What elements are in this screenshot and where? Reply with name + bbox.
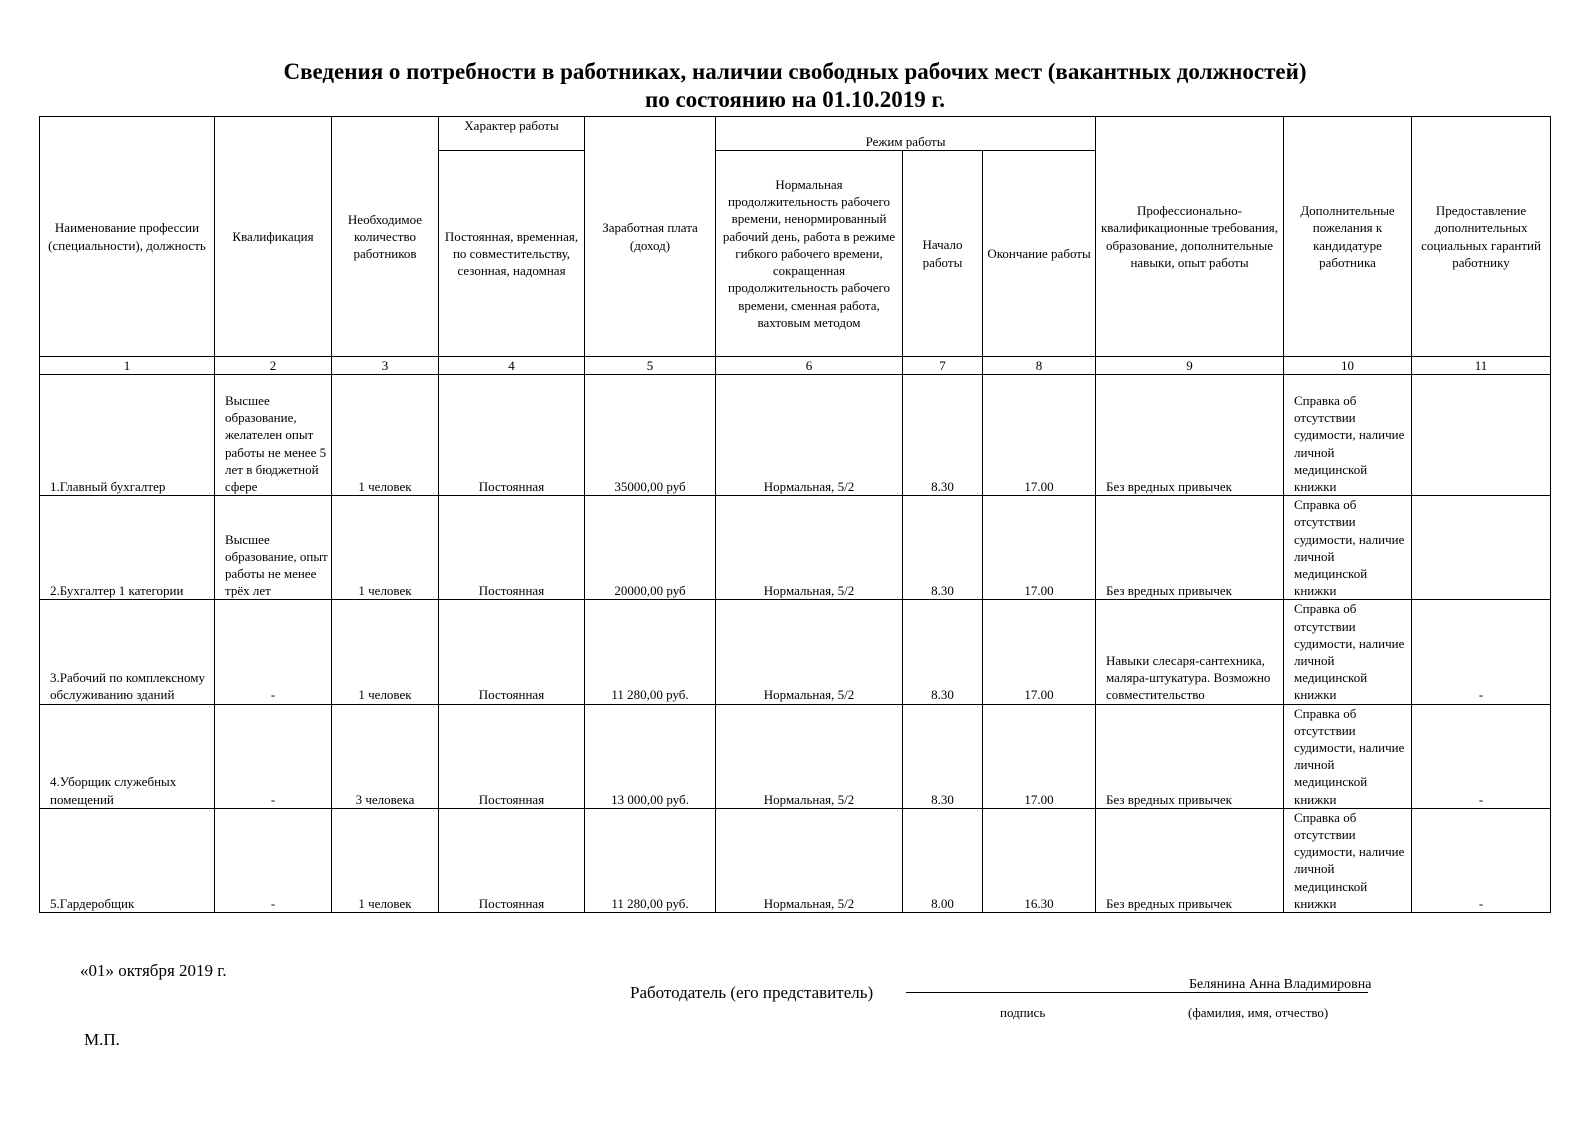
header-guarantees: Предоставление дополнительных социальных гарантий работнику bbox=[1412, 117, 1551, 357]
table-row bbox=[40, 375, 1551, 496]
cell-start: 8.30 bbox=[903, 375, 983, 496]
cell-profession: 5.Гардеробщик bbox=[40, 808, 215, 912]
cell-qualification: Высшее образование, желателен опыт работы не менее 5 лет в бюджетной сфере bbox=[215, 375, 332, 496]
header-mode: Нормальная продолжительность рабочего времени, ненормированный рабочий день, работа в режиме гибкого рабочего времени, сокращенная продолжительность рабочего времени, сменная работа, вахтовым методом bbox=[716, 151, 903, 357]
cell-salary: 11 280,00 руб. bbox=[585, 808, 716, 912]
column-number: 3 bbox=[332, 357, 439, 375]
cell-count: 1 человек bbox=[332, 375, 439, 496]
cell-wishes: Справка об отсутствии судимости, наличие личной медицинской книжки bbox=[1284, 704, 1412, 808]
cell-salary: 11 280,00 руб. bbox=[585, 600, 716, 704]
cell-mode: Нормальная, 5/2 bbox=[716, 704, 903, 808]
cell-salary: 35000,00 руб bbox=[585, 375, 716, 496]
cell-guarantees: - bbox=[1412, 704, 1551, 808]
header-wishes: Дополнительные пожелания к кандидатуре работника bbox=[1284, 117, 1412, 357]
header-count: Необходимое количество работников bbox=[332, 117, 439, 357]
column-numbers-row bbox=[40, 357, 1551, 375]
signature-caption: подпись bbox=[1000, 1005, 1046, 1020]
cell-count: 1 человек bbox=[332, 600, 439, 704]
document-date: «01» октября 2019 г. bbox=[80, 961, 227, 980]
cell-work-nature: Постоянная bbox=[439, 375, 585, 496]
column-number: 8 bbox=[983, 357, 1096, 375]
header-profession: Наименование профессии (специальности), должность bbox=[40, 117, 215, 357]
column-number: 5 bbox=[585, 357, 716, 375]
cell-work-nature: Постоянная bbox=[439, 704, 585, 808]
header-requirements: Профессионально-квалификационные требования, образование, дополнительные навыки, опыт работы bbox=[1096, 117, 1284, 357]
cell-work-nature: Постоянная bbox=[439, 808, 585, 912]
cell-mode: Нормальная, 5/2 bbox=[716, 496, 903, 600]
column-number: 4 bbox=[439, 357, 585, 375]
cell-salary: 20000,00 руб bbox=[585, 496, 716, 600]
cell-end: 17.00 bbox=[983, 704, 1096, 808]
cell-profession: 1.Главный бухгалтер bbox=[40, 375, 215, 496]
cell-wishes: Справка об отсутствии судимости, наличие личной медицинской книжки bbox=[1284, 375, 1412, 496]
table-row bbox=[40, 600, 1551, 704]
cell-requirements: Без вредных привычек bbox=[1096, 375, 1284, 496]
cell-end: 16.30 bbox=[983, 808, 1096, 912]
column-number: 11 bbox=[1412, 357, 1551, 375]
cell-end: 17.00 bbox=[983, 600, 1096, 704]
name-caption: (фамилия, имя, отчество) bbox=[1188, 1005, 1329, 1020]
table-row bbox=[40, 704, 1551, 808]
cell-qualification: - bbox=[215, 600, 332, 704]
column-number: 7 bbox=[903, 357, 983, 375]
header-qualification: Квалификация bbox=[215, 117, 332, 357]
vacancies-table bbox=[39, 116, 1551, 913]
cell-end: 17.00 bbox=[983, 496, 1096, 600]
cell-wishes: Справка об отсутствии судимости, наличие личной медицинской книжки bbox=[1284, 808, 1412, 912]
header-work-nature: Постоянная, временная, по совместительству, сезонная, надомная bbox=[439, 151, 585, 357]
cell-end: 17.00 bbox=[983, 375, 1096, 496]
cell-count: 1 человек bbox=[332, 496, 439, 600]
cell-work-nature: Постоянная bbox=[439, 496, 585, 600]
cell-qualification: Высшее образование, опыт работы не менее трёх лет bbox=[215, 496, 332, 600]
cell-profession: 4.Уборщик служебных помещений bbox=[40, 704, 215, 808]
column-number: 6 bbox=[716, 357, 903, 375]
header-start: Начало работы bbox=[903, 151, 983, 357]
cell-wishes: Справка об отсутствии судимости, наличие личной медицинской книжки bbox=[1284, 600, 1412, 704]
employer-name: Белянина Анна Владимировна bbox=[1189, 977, 1372, 992]
table-row bbox=[40, 808, 1551, 912]
cell-requirements: Навыки слесаря-сантехника, маляра-штукатура. Возможно совместительство bbox=[1096, 600, 1284, 704]
cell-salary: 13 000,00 руб. bbox=[585, 704, 716, 808]
cell-guarantees bbox=[1412, 496, 1551, 600]
header-mode-group: Режим работы bbox=[716, 117, 1096, 151]
cell-requirements: Без вредных привычек bbox=[1096, 496, 1284, 600]
cell-mode: Нормальная, 5/2 bbox=[716, 600, 903, 704]
cell-count: 3 человека bbox=[332, 704, 439, 808]
cell-wishes: Справка об отсутствии судимости, наличие личной медицинской книжки bbox=[1284, 496, 1412, 600]
cell-profession: 3.Рабочий по комплексному обслуживанию зданий bbox=[40, 600, 215, 704]
cell-guarantees bbox=[1412, 375, 1551, 496]
cell-qualification: - bbox=[215, 808, 332, 912]
cell-profession: 2.Бухгалтер 1 категории bbox=[40, 496, 215, 600]
cell-mode: Нормальная, 5/2 bbox=[716, 375, 903, 496]
cell-guarantees: - bbox=[1412, 808, 1551, 912]
header-work-nature-group: Характер работы bbox=[439, 117, 585, 151]
header-end: Окончание работы bbox=[983, 151, 1096, 357]
cell-start: 8.30 bbox=[903, 600, 983, 704]
document-title: Сведения о потребности в работниках, наличии свободных рабочих мест (вакантных должностей) bbox=[283, 59, 1307, 84]
cell-work-nature: Постоянная bbox=[439, 600, 585, 704]
column-number: 1 bbox=[40, 357, 215, 375]
cell-start: 8.30 bbox=[903, 496, 983, 600]
table-row bbox=[40, 496, 1551, 600]
employer-label: Работодатель (его представитель) bbox=[630, 983, 874, 1002]
cell-qualification: - bbox=[215, 704, 332, 808]
cell-start: 8.00 bbox=[903, 808, 983, 912]
column-number: 9 bbox=[1096, 357, 1284, 375]
header-salary: Заработная плата (доход) bbox=[585, 117, 716, 357]
document-subtitle: по состоянию на 01.10.2019 г. bbox=[644, 87, 946, 112]
cell-requirements: Без вредных привычек bbox=[1096, 808, 1284, 912]
column-number: 10 bbox=[1284, 357, 1412, 375]
cell-start: 8.30 bbox=[903, 704, 983, 808]
stamp-placeholder: М.П. bbox=[84, 1030, 120, 1049]
cell-mode: Нормальная, 5/2 bbox=[716, 808, 903, 912]
cell-count: 1 человек bbox=[332, 808, 439, 912]
cell-requirements: Без вредных привычек bbox=[1096, 704, 1284, 808]
column-number: 2 bbox=[215, 357, 332, 375]
cell-guarantees: - bbox=[1412, 600, 1551, 704]
